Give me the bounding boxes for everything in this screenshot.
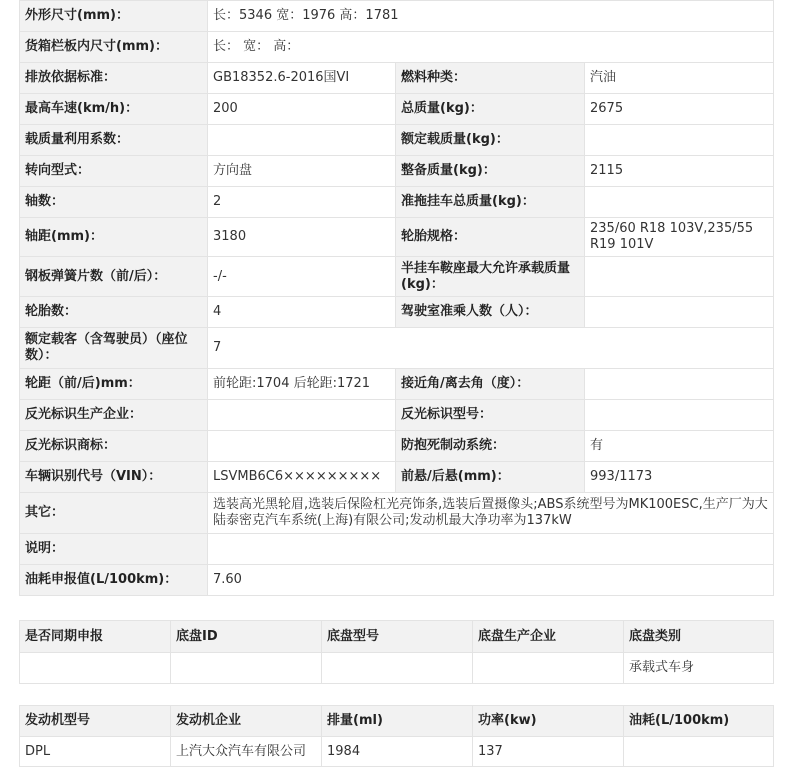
reflector-model-value xyxy=(585,400,774,431)
rated-seats-value: 7 xyxy=(208,328,774,369)
spec-row-vin xyxy=(20,462,774,493)
spec-row-reflector-maker xyxy=(20,400,774,431)
fifth-wheel-load-label: 半挂车鞍座最大允许承载质量(kg)： xyxy=(396,257,585,297)
fuel-consumption-label: 油耗申报值(L/100km)： xyxy=(20,565,208,596)
approach-departure-angle-label: 接近角/离去角（度）： xyxy=(396,369,585,400)
engine-cell: 137 xyxy=(473,737,624,767)
vehicle-spec-table xyxy=(19,0,774,596)
spec-row-speed xyxy=(20,94,774,125)
steering-type-label: 转向型式： xyxy=(20,156,208,187)
chassis-header-cell: 底盘生产企业 xyxy=(473,621,624,653)
spec-row-fuel-consumption xyxy=(20,565,774,596)
approach-departure-angle-value xyxy=(585,369,774,400)
axle-count-label: 轴数： xyxy=(20,187,208,218)
engine-cell: DPL xyxy=(20,737,171,767)
dimensions-value: 长：5346 宽：1976 高：1781 xyxy=(208,1,774,32)
spec-row-wheelbase xyxy=(20,218,774,257)
tire-count-value: 4 xyxy=(208,297,396,328)
abs-label: 防抱死制动系统： xyxy=(396,431,585,462)
trailer-mass-value xyxy=(585,187,774,218)
reflector-model-label: 反光标识型号： xyxy=(396,400,585,431)
other-label: 其它： xyxy=(20,493,208,534)
max-speed-label: 最高车速(km/h)： xyxy=(20,94,208,125)
spec-row-note xyxy=(20,534,774,565)
tire-count-label: 轮胎数： xyxy=(20,297,208,328)
spec-row-dimensions xyxy=(20,1,774,32)
chassis-header-cell: 底盘类别 xyxy=(624,621,774,653)
dimensions-label: 外形尺寸(mm)： xyxy=(20,1,208,32)
engine-table xyxy=(19,705,774,767)
tire-spec-label: 轮胎规格： xyxy=(396,218,585,257)
spec-row-reflector-brand xyxy=(20,431,774,462)
spec-row-axles xyxy=(20,187,774,218)
fuel-consumption-value: 7.60 xyxy=(208,565,774,596)
spec-row-seats xyxy=(20,328,774,369)
chassis-cell: 承载式车身 xyxy=(624,653,774,684)
chassis-header-cell: 底盘型号 xyxy=(322,621,473,653)
leaf-spring-value: -/- xyxy=(208,257,396,297)
reflector-maker-label: 反光标识生产企业： xyxy=(20,400,208,431)
chassis-header-cell: 是否同期申报 xyxy=(20,621,171,653)
wheelbase-label: 轴距(mm)： xyxy=(20,218,208,257)
spec-row-load xyxy=(20,125,774,156)
spec-row-emission xyxy=(20,63,774,94)
chassis-header-cell: 底盘ID xyxy=(171,621,322,653)
wheelbase-value: 3180 xyxy=(208,218,396,257)
cab-capacity-label: 驾驶室准乘人数（人）： xyxy=(396,297,585,328)
chassis-header-row xyxy=(20,621,774,653)
fuel-type-label: 燃料种类： xyxy=(396,63,585,94)
vin-value: LSVMB6C6××××××××× xyxy=(208,462,396,493)
spec-row-other xyxy=(20,493,774,534)
engine-header-cell: 油耗(L/100km) xyxy=(624,706,774,737)
spec-row-steering xyxy=(20,156,774,187)
trailer-mass-label: 准拖挂车总质量(kg)： xyxy=(396,187,585,218)
engine-header-cell: 功率(kw) xyxy=(473,706,624,737)
overhang-label: 前悬/后悬(mm)： xyxy=(396,462,585,493)
rated-load-label: 额定载质量(kg)： xyxy=(396,125,585,156)
chassis-table xyxy=(19,620,774,684)
engine-cell: 上汽大众汽车有限公司 xyxy=(171,737,322,767)
spec-row-tire-count xyxy=(20,297,774,328)
chassis-cell xyxy=(171,653,322,684)
wheel-track-value: 前轮距:1704 后轮距:1721 xyxy=(208,369,396,400)
chassis-cell xyxy=(473,653,624,684)
rated-load-value xyxy=(585,125,774,156)
engine-cell: 1984 xyxy=(322,737,473,767)
max-speed-value: 200 xyxy=(208,94,396,125)
reflector-brand-label: 反光标识商标： xyxy=(20,431,208,462)
chassis-cell xyxy=(322,653,473,684)
fifth-wheel-load-value xyxy=(585,257,774,297)
other-value: 选装高光黑轮眉,选装后保险杠光亮饰条,选装后置摄像头;ABS系统型号为MK100ESC,生产厂为大陆泰密克汽车系统(上海)有限公司;发动机最大净功率为137kW xyxy=(208,493,774,534)
total-mass-value: 2675 xyxy=(585,94,774,125)
curb-mass-label: 整备质量(kg)： xyxy=(396,156,585,187)
vin-label: 车辆识别代号（VIN）： xyxy=(20,462,208,493)
tire-spec-value: 235/60 R18 103V,235/55 R19 101V xyxy=(585,218,774,257)
spec-row-track xyxy=(20,369,774,400)
abs-value: 有 xyxy=(585,431,774,462)
axle-count-value: 2 xyxy=(208,187,396,218)
note-label: 说明： xyxy=(20,534,208,565)
spec-row-spring xyxy=(20,257,774,297)
load-utilization-value xyxy=(208,125,396,156)
emission-standard-value: GB18352.6-2016国VI xyxy=(208,63,396,94)
emission-standard-label: 排放依据标准： xyxy=(20,63,208,94)
overhang-value: 993/1173 xyxy=(585,462,774,493)
steering-type-value: 方向盘 xyxy=(208,156,396,187)
engine-header-cell: 发动机型号 xyxy=(20,706,171,737)
engine-header-row xyxy=(20,706,774,737)
reflector-maker-value xyxy=(208,400,396,431)
note-value xyxy=(208,534,774,565)
table-row xyxy=(20,737,774,767)
load-utilization-label: 载质量利用系数： xyxy=(20,125,208,156)
engine-cell xyxy=(624,737,774,767)
engine-header-cell: 发动机企业 xyxy=(171,706,322,737)
cab-capacity-value xyxy=(585,297,774,328)
table-row xyxy=(20,653,774,684)
leaf-spring-label: 钢板弹簧片数（前/后）： xyxy=(20,257,208,297)
engine-header-cell: 排量(ml) xyxy=(322,706,473,737)
cargo-dimensions-value: 长： 宽： 高： xyxy=(208,32,774,63)
rated-seats-label: 额定载客（含驾驶员）（座位数）： xyxy=(20,328,208,369)
cargo-dimensions-label: 货箱栏板内尺寸(mm)： xyxy=(20,32,208,63)
wheel-track-label: 轮距（前/后)mm： xyxy=(20,369,208,400)
fuel-type-value: 汽油 xyxy=(585,63,774,94)
curb-mass-value: 2115 xyxy=(585,156,774,187)
spec-row-cargo xyxy=(20,32,774,63)
total-mass-label: 总质量(kg)： xyxy=(396,94,585,125)
chassis-cell xyxy=(20,653,171,684)
reflector-brand-value xyxy=(208,431,396,462)
